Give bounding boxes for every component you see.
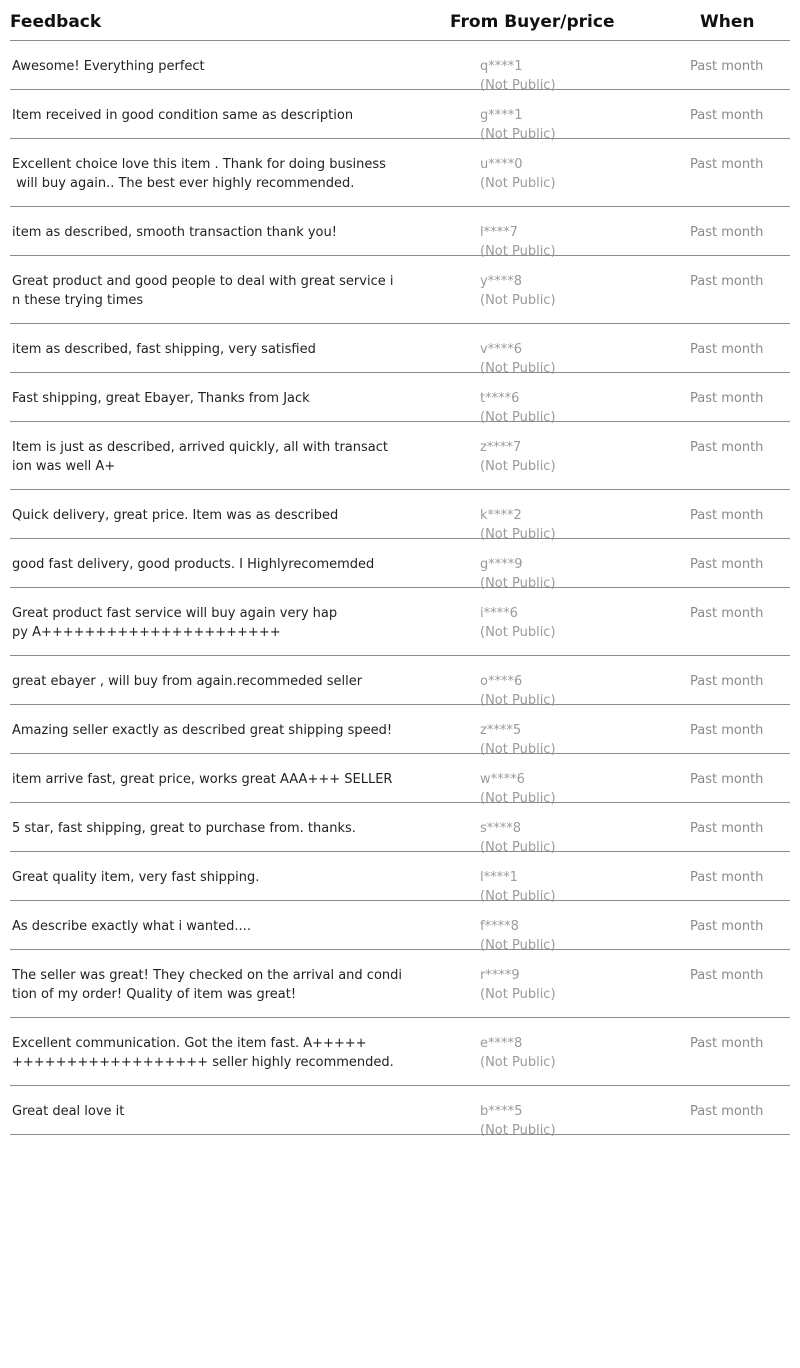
price-text: (Not Public) [480, 78, 556, 93]
price-text: (Not Public) [480, 127, 556, 142]
table-row [10, 901, 790, 953]
feedback-text: Fast shipping, great Ebayer, Thanks from Jack [12, 391, 310, 406]
when-text: Past month [690, 59, 764, 74]
buyer-cell [480, 438, 556, 476]
table-row [10, 1018, 790, 1086]
buyer-id: u****0 [480, 157, 523, 172]
when-text: Past month [690, 723, 764, 738]
feedback-text: great ebayer , will buy from again.recommeded seller [12, 674, 363, 689]
buyer-id: l****7 [480, 225, 518, 240]
table-row [10, 490, 790, 542]
buyer-id: t****6 [480, 391, 520, 406]
buyer-cell [480, 1034, 556, 1072]
when-text: Past month [690, 508, 764, 523]
when-text: Past month [690, 772, 764, 787]
when-text: Past month [690, 821, 764, 836]
price-text: (Not Public) [480, 742, 556, 757]
feedback-text: item as described, smooth transaction thank you! [12, 225, 337, 240]
buyer-id: z****7 [480, 440, 522, 455]
feedback-text: As describe exactly what i wanted.... [12, 919, 251, 934]
table-row [10, 656, 790, 708]
buyer-id: g****1 [480, 108, 523, 123]
feedback-text: Great quality item, very fast shipping. [12, 870, 260, 885]
when-text: Past month [690, 391, 764, 406]
price-text: (Not Public) [480, 176, 556, 191]
header-feedback: Feedback [10, 12, 102, 32]
table-row [10, 950, 790, 1018]
price-text: (Not Public) [480, 840, 556, 855]
when-text: Past month [690, 557, 764, 572]
when-text: Past month [690, 1104, 764, 1119]
table-row [10, 139, 790, 207]
feedback-text: Awesome! Everything perfect [12, 59, 205, 74]
buyer-cell [480, 272, 556, 310]
buyer-id: r****9 [480, 968, 520, 983]
feedback-text: Great deal love it [12, 1104, 125, 1119]
buyer-id: y****8 [480, 274, 522, 289]
buyer-id: i****6 [480, 606, 518, 621]
when-text: Past month [690, 157, 764, 172]
table-row [10, 1086, 790, 1138]
buyer-id: k****2 [480, 508, 522, 523]
price-text: (Not Public) [480, 576, 556, 591]
feedback-text: Item received in good condition same as description [12, 108, 354, 123]
buyer-cell [480, 155, 556, 193]
table-row [10, 539, 790, 591]
price-text: (Not Public) [480, 410, 556, 425]
feedback-text: 5 star, fast shipping, great to purchase from. thanks. [12, 821, 356, 836]
feedback-text: Excellent choice love this item . Thank for doing business will buy again.. The best ever highly recommended. [12, 157, 386, 191]
price-text: (Not Public) [480, 938, 556, 953]
table-row [10, 90, 790, 142]
buyer-id: l****1 [480, 870, 518, 885]
price-text: (Not Public) [480, 791, 556, 806]
table-row [10, 588, 790, 656]
buyer-id: g****9 [480, 557, 523, 572]
when-text: Past month [690, 342, 764, 357]
table-row [10, 373, 790, 425]
feedback-text: The seller was great! They checked on the arrival and condi tion of my order! Quality of item was great! [12, 968, 403, 1002]
when-text: Past month [690, 225, 764, 240]
feedback-text: Great product fast service will buy again very hap py A++++++++++++++++++++++ [12, 606, 338, 640]
buyer-id: q****1 [480, 59, 523, 74]
price-text: (Not Public) [480, 693, 556, 708]
feedback-text: good fast delivery, good products. I Highlyrecomemded [12, 557, 375, 572]
feedback-text: item arrive fast, great price, works great AAA+++ SELLER [12, 772, 393, 787]
buyer-id: b****5 [480, 1104, 523, 1119]
buyer-cell [480, 966, 556, 1004]
price-text: (Not Public) [480, 625, 556, 640]
buyer-id: w****6 [480, 772, 525, 787]
feedback-text: item as described, fast shipping, very satisfied [12, 342, 316, 357]
when-text: Past month [690, 919, 764, 934]
price-text: (Not Public) [480, 361, 556, 376]
table-row [10, 754, 790, 806]
buyer-id: f****8 [480, 919, 519, 934]
when-text: Past month [690, 870, 764, 885]
table-row [10, 705, 790, 757]
feedback-text: Item is just as described, arrived quickly, all with transact ion was well A+ [12, 440, 388, 474]
price-text: (Not Public) [480, 1123, 556, 1138]
price-text: (Not Public) [480, 459, 556, 474]
buyer-id: z****5 [480, 723, 522, 738]
feedback-table [10, 0, 790, 1138]
table-row [10, 324, 790, 376]
when-text: Past month [690, 274, 764, 289]
when-text: Past month [690, 606, 764, 621]
price-text: (Not Public) [480, 987, 556, 1002]
feedback-text: Great product and good people to deal with great service i n these trying times [12, 274, 394, 308]
buyer-id: o****6 [480, 674, 523, 689]
buyer-id: e****8 [480, 1036, 523, 1051]
price-text: (Not Public) [480, 1055, 556, 1070]
price-text: (Not Public) [480, 527, 556, 542]
buyer-cell [480, 604, 556, 642]
table-row [10, 207, 790, 259]
when-text: Past month [690, 108, 764, 123]
when-text: Past month [690, 440, 764, 455]
header-buyer-price: From Buyer/price [450, 12, 615, 32]
price-text: (Not Public) [480, 244, 556, 259]
when-text: Past month [690, 1036, 764, 1051]
buyer-id: s****8 [480, 821, 522, 836]
table-row [10, 41, 790, 93]
buyer-id: v****6 [480, 342, 522, 357]
feedback-text: Amazing seller exactly as described great shipping speed! [12, 723, 393, 738]
table-row [10, 422, 790, 490]
feedback-rows [10, 41, 790, 1138]
buyer-cell [480, 1102, 556, 1140]
feedback-text: Excellent communication. Got the item fast. A+++++ ++++++++++++++++++ seller highly recommended. [12, 1036, 394, 1070]
when-text: Past month [690, 674, 764, 689]
table-header [10, 0, 790, 41]
table-row [10, 803, 790, 855]
feedback-text: Quick delivery, great price. Item was as described [12, 508, 339, 523]
table-row [10, 256, 790, 324]
price-text: (Not Public) [480, 889, 556, 904]
when-text: Past month [690, 968, 764, 983]
price-text: (Not Public) [480, 293, 556, 308]
header-when: When [700, 12, 755, 32]
table-row [10, 852, 790, 904]
